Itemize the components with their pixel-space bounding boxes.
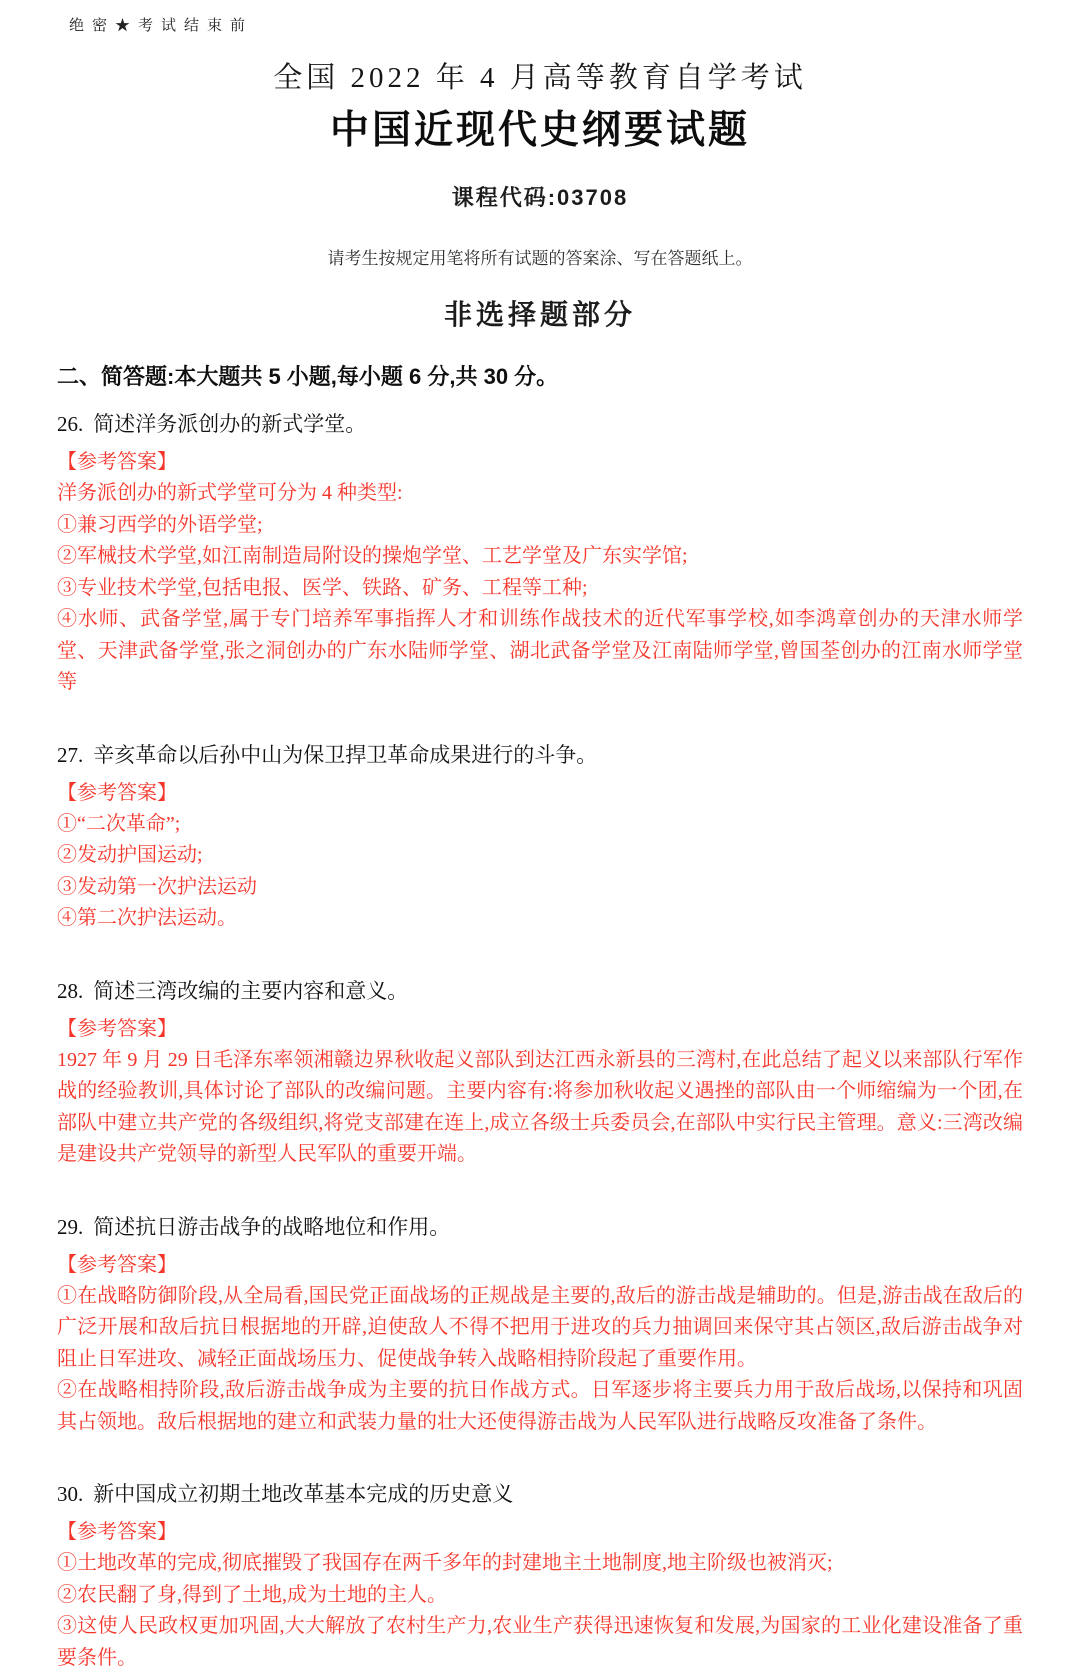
question-30 <box>57 1478 1023 1674</box>
answer-line: ③这使人民政权更加巩固,大大解放了农村生产力,农业生产获得迅速恢复和发展,为国家的工业化建设准备了重要条件。 <box>57 1615 1023 1669</box>
answer-line: ④第二次护法运动。 <box>57 907 237 929</box>
question-title: 新中国成立初期土地改革基本完成的历史意义 <box>93 1482 514 1506</box>
question-number: 26. <box>57 412 84 436</box>
question-text <box>57 1478 1023 1510</box>
part-heading: 非选择题部分 <box>443 299 636 330</box>
answer-label: 【参考答案】 <box>57 781 177 804</box>
answer-line: 1927 年 9 月 29 日毛泽东率领湘赣边界秋收起义部队到达江西永新县的三湾村,在此总结了起义以来部队行军作战的经验教训,具体讨论了部队的改编问题。主要内容有:将参加秋收起义遇挫的部队由一个师缩编为一个团,在部队中建立共产党的各级组织,将党支部建在连上,成立各级士兵委员会,在部队中实行民主管理。意义:三湾改编是建设共产党领导的新型人民军队的重要开端。 <box>57 1048 1023 1165</box>
answer-label: 【参考答案】 <box>57 451 177 473</box>
question-29 <box>57 1211 1023 1439</box>
answer-line: ③专业技术学堂,包括电报、医学、铁路、矿务、工程等工种; <box>57 576 588 599</box>
answer-line: ②军械技术学堂,如江南制造局附设的操炮学堂、工艺学堂及广东实学馆; <box>57 545 688 567</box>
question-28 <box>57 975 1023 1171</box>
answer-line: ①“二次革命”; <box>57 812 181 835</box>
answer-line: ②发动护国运动; <box>57 844 203 866</box>
question-title: 辛亥革命以后孙中山为保卫捍卫革命成果进行的斗争。 <box>93 742 598 767</box>
answer-line: ①在战略防御阶段,从全局看,国民党正面战场的正规战是主要的,敌后的游击战是辅助的。但是,游击战在敌后的广泛开展和敌后抗日根据地的开辟,迫使敌人不得不把用于进攻的兵力抽调回来保守其占领区,敌后游击战争对阻止日军进攻、减轻正面战场压力、促使战争转入战略相持阶段起了重要作用。 <box>57 1284 1023 1370</box>
section-heading: 二、简答题:本大题共 5 小题,每小题 6 分,共 30 分。 <box>57 364 559 389</box>
question-26 <box>57 408 1023 699</box>
question-number: 29. <box>57 1214 84 1239</box>
question-title: 简述抗日游击战争的战略地位和作用。 <box>93 1214 451 1239</box>
question-text <box>57 739 1023 771</box>
answer-line: ④水师、武备学堂,属于专门培养军事指挥人才和训练作战技术的近代军事学校,如李鸿章创办的天津水师学堂、天津武备学堂,张之洞创办的广东水陆师学堂、湖北武备学堂及江南陆师学堂,曾国荃创办的江南水师学堂等 <box>57 608 1023 693</box>
answer-label: 【参考答案】 <box>57 1017 177 1040</box>
question-title: 简述洋务派创办的新式学堂。 <box>93 412 367 436</box>
question-text <box>57 975 1023 1007</box>
answer-line: ②在战略相持阶段,敌后游击战争成为主要的抗日作战方式。日军逐步将主要兵力用于敌后战场,以保持和巩固其占领地。敌后根据地的建立和武装力量的壮大还使得游击战为人民军队进行战略反攻准备了条件。 <box>57 1379 1023 1433</box>
answer-label: 【参考答案】 <box>57 1521 177 1543</box>
question-text <box>57 408 1023 440</box>
exam-title: 中国近现代史纲要试题 <box>329 109 750 152</box>
answer-label: 【参考答案】 <box>57 1253 177 1276</box>
secrecy-notice: 绝密★考试结束前 <box>69 18 254 34</box>
instruction-note: 请考生按规定用笔将所有试题的答案涂、写在答题纸上。 <box>327 249 753 268</box>
question-27 <box>57 739 1023 935</box>
course-code: 课程代码:03708 <box>451 185 629 210</box>
question-text <box>57 1211 1023 1243</box>
answer-line: ①土地改革的完成,彻底摧毁了我国存在两千多年的封建地主土地制度,地主阶级也被消灭; <box>57 1552 833 1574</box>
answer-line: ③发动第一次护法运动 <box>57 875 257 898</box>
question-number: 28. <box>57 978 84 1003</box>
exam-session-title: 全国 2022 年 4 月高等教育自学考试 <box>273 62 807 94</box>
question-title: 简述三湾改编的主要内容和意义。 <box>93 978 409 1003</box>
question-number: 30. <box>57 1482 84 1506</box>
answer-line: 洋务派创办的新式学堂可分为 4 种类型: <box>57 482 403 504</box>
answer-line: ①兼习西学的外语学堂; <box>57 513 263 536</box>
answer-line: ②农民翻了身,得到了土地,成为土地的主人。 <box>57 1583 447 1606</box>
question-number: 27. <box>57 742 84 767</box>
